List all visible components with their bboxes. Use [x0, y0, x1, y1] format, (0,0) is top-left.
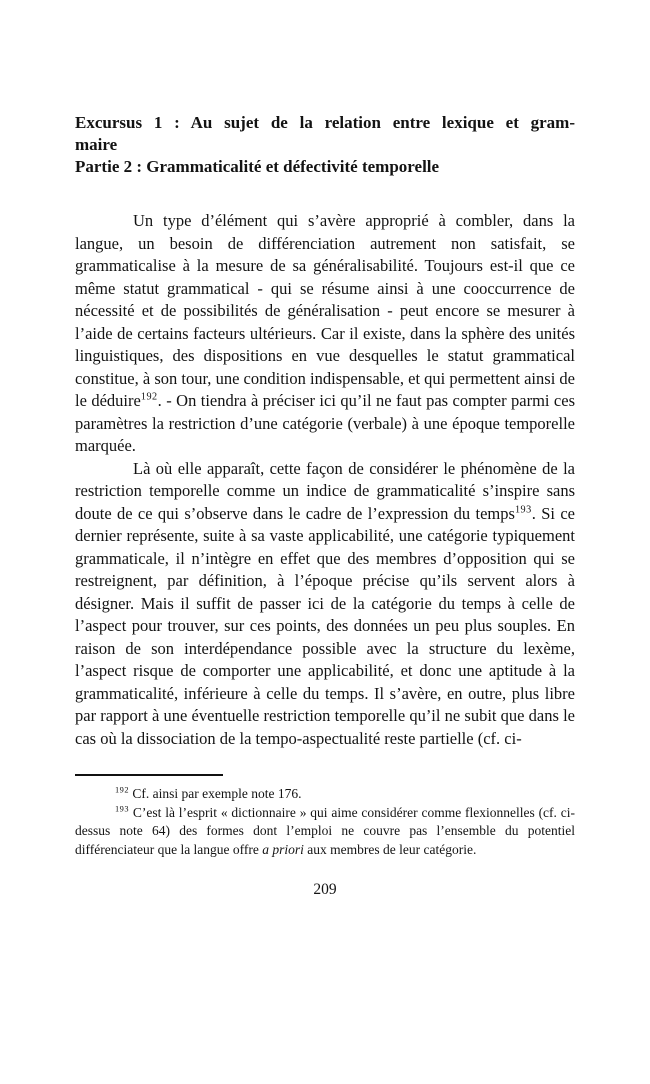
paragraph-2 — [75, 458, 575, 751]
heading-line-1: Excursus 1 : Au sujet de la relation entre lexique et gram- — [75, 113, 575, 132]
footnote-192-text: Cf. ainsi par exemple note 176. — [129, 786, 302, 801]
footnote-193 — [75, 804, 575, 860]
paragraph-1-text-cont: . - On tiendra à préciser ici qu’il ne faut pas compter parmi ces paramètres la restriction d’une catégorie (verbale) à une époque temporelle marquée. — [75, 391, 575, 455]
footnote-separator-rule — [75, 774, 223, 776]
text-block — [75, 112, 575, 899]
paragraph-1-text: Un type d’élément qui s’avère approprié à combler, dans la langue, un besoin de différenciation autrement non satisfait, se grammaticalise à la mesure de sa généralisabilité. Toujours est-il que ce même statut grammatical - qui se résume ainsi à une cooccurrence de nécessité et de possibilités de généralisation - peut encore se mesurer à l’aide de certains facteurs ultérieurs. Car il existe, dans la sphère des unités linguistiques, des dispositions en vue desquelles le statut grammatical constitue, à son tour, une condition indispensable, et qui permettent ainsi de le déduire — [75, 211, 575, 410]
heading-line-3: Partie 2 : Grammaticalité et défectivité temporelle — [75, 157, 440, 176]
heading-line-2: maire — [75, 135, 118, 154]
section-heading — [75, 112, 575, 178]
paragraph-2-text-cont: . Si ce dernier représente, suite à sa vaste applicabilité, une catégorie typiquement grammaticale, il n’intègre en effet que des membres d’opposition qui se restreignent, par définition, à l’époque précise qu’ils servent alors à désigner. Mais il suffit de passer ici de la catégorie du temps à celle de l’aspect pour trouver, sur ces points, des données un peu plus souples. En raison de son interdépendance possible avec la structure du lexème, l’aspect risque de comporter une applicabilité, et donc une aptitude à la grammaticalité, inférieure à celle du temps. Il s’avère, en outre, plus libre par rapport à une éventuelle restriction temporelle qu’il ne subit que dans le cas où la dissociation de la tempo-aspectualité reste partielle (cf. ci- — [75, 503, 575, 748]
footnote-193-number: 193 — [115, 804, 130, 813]
footnote-193-text: C’est là l’esprit « dictionnaire » qui aime considérer comme flexionnelles (cf. ci-dessus note 64) des formes dont l’emploi ne couvre pas l’ensemble du potentiel différenciateur que la langue offre — [75, 804, 575, 857]
footnote-ref-192: 192 — [140, 391, 158, 403]
footnotes-section — [75, 785, 575, 859]
paragraph-1 — [75, 210, 575, 458]
page-number: 209 — [313, 881, 337, 898]
footnote-192-number: 192 — [115, 785, 130, 795]
footnote-192 — [75, 785, 575, 804]
footnote-193-text-cont: aux membres de leur catégorie. — [303, 841, 477, 857]
paragraph-2-text: Là où elle apparaît, cette façon de considérer le phénomène de la restriction temporelle comme un indice de grammaticalité s’inspire sans doute de ce qui s’observe dans le cadre de l’expression du temps — [75, 458, 575, 523]
footnote-193-italic-phrase: a priori — [262, 841, 304, 857]
footnote-ref-193: 193 — [514, 504, 532, 515]
